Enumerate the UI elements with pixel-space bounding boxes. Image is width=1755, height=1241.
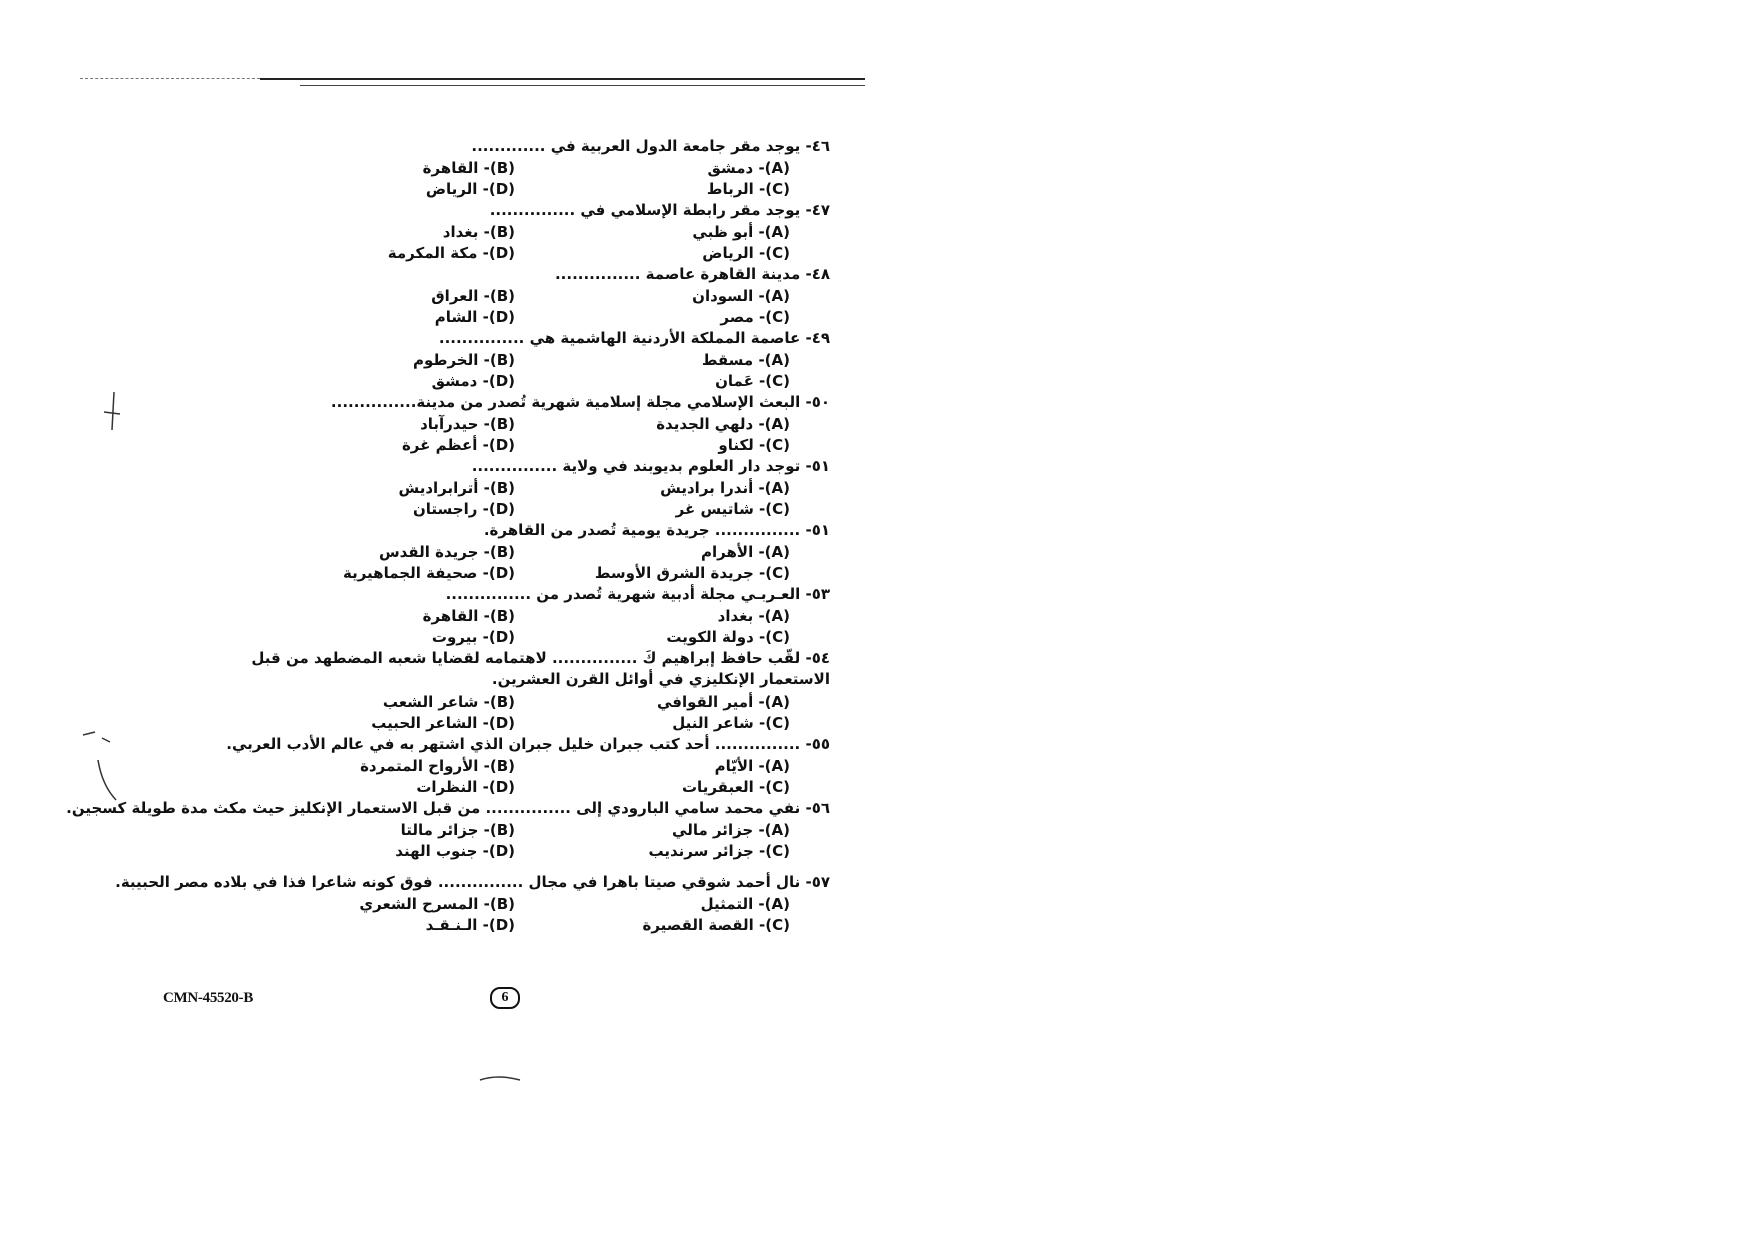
question-51: ٥١- توجد دار العلوم بديوبند في ولاية ...............: [471, 457, 830, 475]
question-52: ٥١- ............... جريدة يومية تُصدر من القاهرة.: [483, 521, 830, 539]
option-46-d: (D)- الرياض: [425, 180, 515, 198]
option-48-d: (D)- الشام: [434, 308, 515, 326]
option-51-d: (D)- راجستان: [412, 500, 515, 518]
option-54-d: (D)- الشاعر الحبيب: [371, 714, 515, 732]
option-56-a: (A)- جزائر مالي: [672, 821, 790, 839]
option-47-c: (C)- الرياض: [702, 244, 790, 262]
option-47-b: (B)- بغداد: [442, 223, 515, 241]
option-57-b: (B)- المسرح الشعري: [359, 895, 515, 913]
option-53-a: (A)- بغداد: [717, 607, 790, 625]
option-50-b: (B)- حيدرآباد: [420, 415, 515, 433]
option-47-d: (D)- مكة المكرمة: [387, 244, 515, 262]
scan-mark-left-1: [100, 390, 130, 435]
option-55-b: (B)- الأرواح المتمردة: [360, 757, 515, 775]
option-57-d: (D)- الـنـقـد: [425, 916, 515, 934]
option-53-b: (B)- القاهرة: [422, 607, 515, 625]
option-48-b: (B)- العراق: [431, 287, 515, 305]
question-49: ٤٩- عاصمة المملكة الأردنية الهاشمية هي ...............: [438, 329, 830, 347]
option-55-a: (A)- الأيّام: [714, 757, 790, 775]
option-54-a: (A)- أمير القوافي: [657, 693, 790, 711]
option-56-d: (D)- جنوب الهند: [395, 842, 515, 860]
option-49-a: (A)- مسقط: [701, 351, 790, 369]
question-50: ٥٠- البعث الإسلامي مجلة إسلامية شهرية تُصدر من مدينة...............: [330, 393, 830, 411]
question-48: ٤٨- مدينة القاهرة عاصمة ...............: [554, 265, 830, 283]
option-52-c: (C)- جريدة الشرق الأوسط: [594, 564, 790, 582]
option-46-a: (A)- دمشق: [707, 159, 790, 177]
option-49-b: (B)- الخرطوم: [412, 351, 515, 369]
option-50-a: (A)- دلهي الجديدة: [656, 415, 790, 433]
option-52-b: (B)- جريدة القدس: [378, 543, 515, 561]
option-49-d: (D)- دمشق: [431, 372, 515, 390]
option-54-c: (C)- شاعر النيل: [672, 714, 790, 732]
option-57-c: (C)- القصة القصيرة: [642, 916, 790, 934]
option-51-c: (C)- شاتيس غر: [675, 500, 790, 518]
option-50-d: (D)- أعظم غرة: [401, 436, 515, 454]
option-51-b: (B)- أترابراديش: [398, 479, 515, 497]
question-55: ٥٥- ............... أحد كتب جبران خليل جبران الذي اشتهر به في عالم الأدب العربي.: [226, 735, 830, 753]
exam-code: CMN-45520-B: [163, 990, 254, 1006]
option-52-d: (D)- صحيفة الجماهيرية: [342, 564, 515, 582]
option-54-b: (B)- شاعر الشعب: [382, 693, 515, 711]
option-49-c: (C)- عَمان: [715, 372, 790, 390]
question-54: ٥٤- لقّب حافظ إبراهيم كَ ............... لاهتمامه لقضايا شعبه المضطهد من قبل الاستعمار الإنكليزي في أوائل القرن العشرين.: [251, 649, 830, 688]
question-56: ٥٦- نفي محمد سامي البارودي إلى ............... من قبل الاستعمار الإنكليز حيث مكث مدة طويلة كسجين.: [66, 799, 830, 817]
page-number: 6: [490, 987, 520, 1009]
question-57: ٥٧- نال أحمد شوقي صيتا باهرا في مجال ............... فوق كونه شاعرا فذا في بلاده مصر الحبيبة.: [115, 873, 830, 891]
header-rule-dashed: [80, 78, 260, 79]
question-47: ٤٧- يوجد مقر رابطة الإسلامي في ...............: [489, 201, 830, 219]
option-51-a: (A)- أندرا براديش: [660, 479, 790, 497]
option-53-c: (C)- دولة الكويت: [666, 628, 790, 646]
question-46: ٤٦- يوجد مقر جامعة الدول العربية في .............: [471, 137, 830, 155]
option-56-c: (C)- جزائر سرنديب: [648, 842, 790, 860]
option-55-d: (D)- النظرات: [416, 778, 515, 796]
option-47-a: (A)- أبو ظبي: [692, 223, 790, 241]
option-46-b: (B)- القاهرة: [422, 159, 515, 177]
option-52-a: (A)- الأهرام: [701, 543, 790, 561]
scan-mark-left-2: [80, 730, 130, 805]
header-rule: [260, 78, 865, 80]
option-57-a: (A)- التمثيل: [700, 895, 790, 913]
option-48-c: (C)- مصر: [720, 308, 790, 326]
option-50-c: (C)- لكناو: [718, 436, 790, 454]
option-55-c: (C)- العبقريات: [681, 778, 790, 796]
option-53-d: (D)- بيروت: [431, 628, 515, 646]
option-48-a: (A)- السودان: [692, 287, 790, 305]
option-46-c: (C)- الرباط: [706, 180, 790, 198]
scan-mark-bottom: [478, 1074, 523, 1084]
option-56-b: (B)- جزائر مالتا: [400, 821, 515, 839]
question-53: ٥٣- العـربـي مجلة أدبية شهرية تُصدر من ...............: [445, 585, 830, 603]
header-rule-thin: [300, 85, 865, 86]
